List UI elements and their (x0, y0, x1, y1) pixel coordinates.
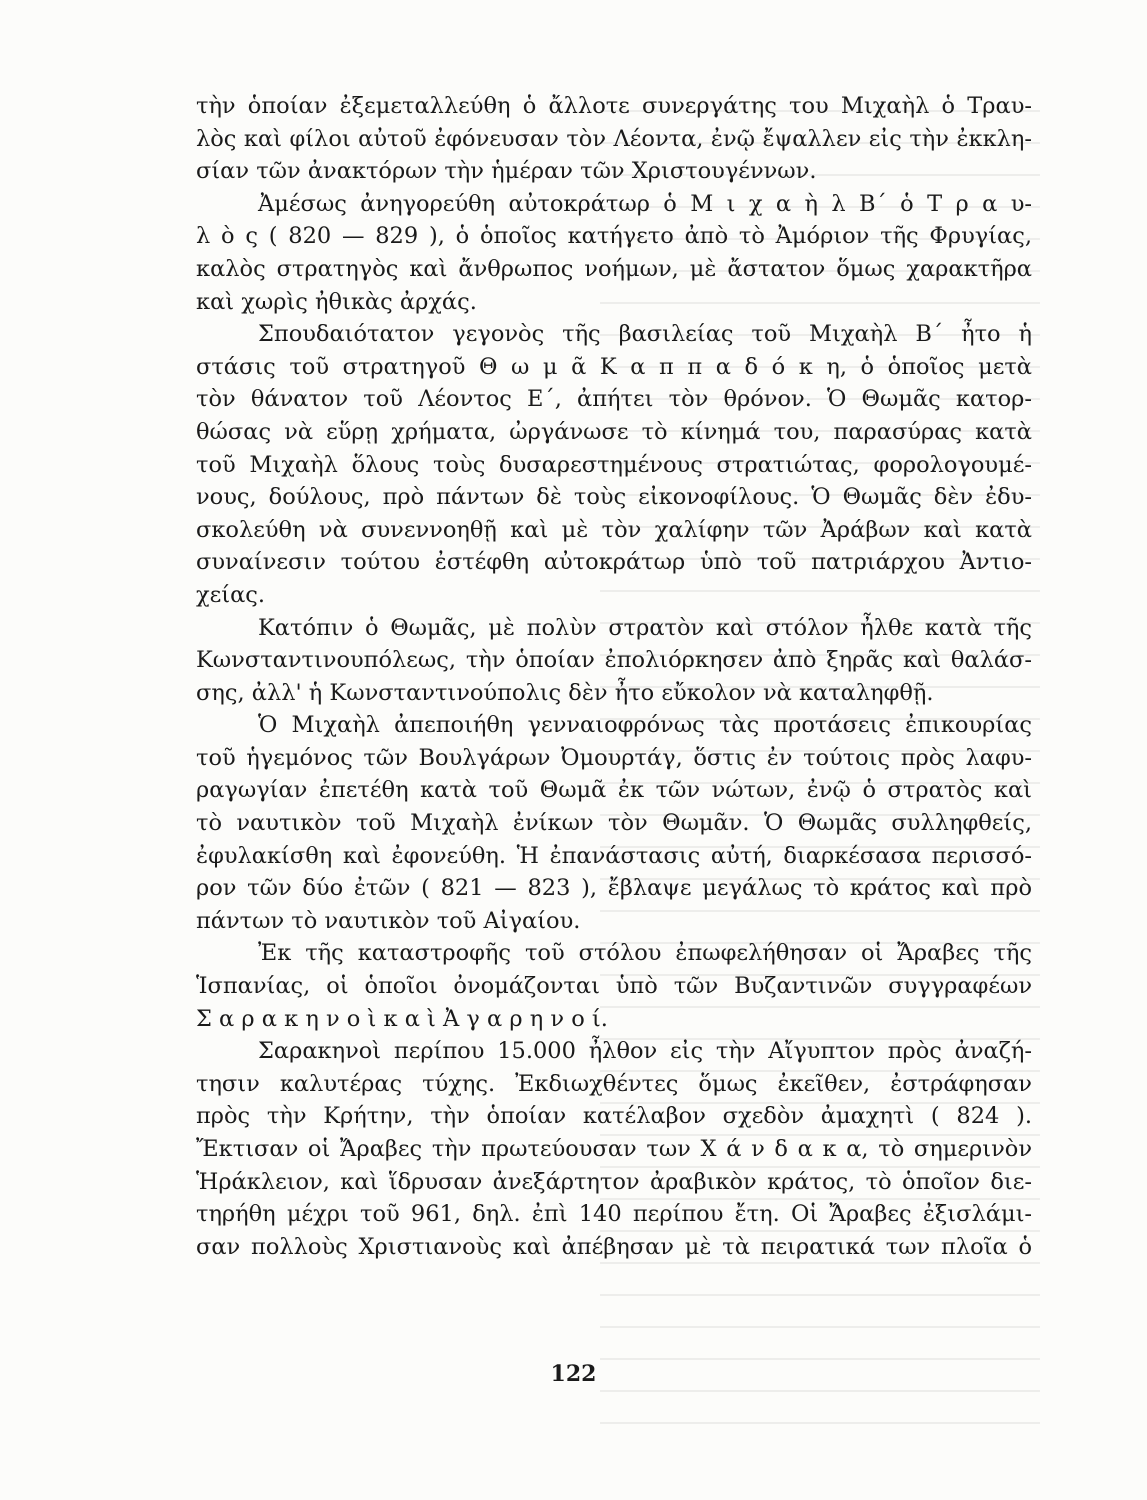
text-line: θώσας νὰ εὕρῃ χρήματα, ὠργάνωσε τὸ κίνημά του, παρασύρας κατὰ (196, 418, 1032, 445)
paragraph-start: Κατόπιν ὁ Θωμᾶς, μὲ πολὺν στρατὸν καὶ στόλον ἦλθε κατὰ τῆς (258, 614, 1032, 641)
text-line: ρον τῶν δύο ἐτῶν ( 821 — 823 ), ἔβλαψε μεγάλως τὸ κράτος καὶ πρὸ (196, 875, 1032, 902)
text-line: καὶ χωρὶς ἠθικὰς ἀρχάς. (196, 288, 477, 315)
text-line: σκολεύθη νὰ συνεννοηθῇ καὶ μὲ τὸν χαλίφην τῶν Ἀράβων καὶ κατὰ (196, 516, 1032, 543)
text-line: χείας. (196, 581, 266, 608)
body-text (196, 90, 1032, 1263)
text-line: ραγωγίαν ἐπετέθη κατὰ τοῦ Θωμᾶ ἐκ τῶν νώτων, ἐνῷ ὁ στρατὸς καὶ (196, 777, 1032, 804)
text-line: τησιν καλυτέρας τύχης. Ἐκδιωχθέντες ὅμως ἐκεῖθεν, ἐστράφησαν (196, 1070, 1032, 1097)
text-line: καλὸς στρατηγὸς καὶ ἄνθρωπος νοήμων, μὲ ἄστατον ὅμως χαρακτῆρα (196, 255, 1032, 282)
paragraph-start: Ἀμέσως ἀνηγορεύθη αὐτοκράτωρ ὁ Μ ι χ α ὴ λ Β΄ ὁ Τ ρ α υ- (258, 190, 1032, 217)
paragraph-start: Ἐκ τῆς καταστροφῆς τοῦ στόλου ἐπωφελήθησαν οἱ Ἄραβες τῆς (258, 940, 1032, 967)
text-line: νους, δούλους, πρὸ πάντων δὲ τοὺς εἰκονοφίλους. Ὁ Θωμᾶς δὲν ἐδυ- (196, 484, 1032, 511)
paragraph-start: Ὁ Μιχαὴλ ἀπεποιήθη γενναιοφρόνως τὰς προτάσεις ἐπικουρίας (258, 712, 1032, 739)
text-line: τοῦ ἡγεμόνος τῶν Βουλγάρων Ὀμουρτάγ, ὅστις ἐν τούτοις πρὸς λαφυ- (196, 744, 1032, 771)
text-line: τὸ ναυτικὸν τοῦ Μιχαὴλ ἐνίκων τὸν Θωμᾶν. Ὁ Θωμᾶς συλληφθείς, (196, 810, 1032, 837)
text-line: τοῦ Μιχαὴλ ὅλους τοὺς δυσαρεστημένους στρατιώτας, φορολογουμέ- (196, 451, 1032, 478)
text-line: συναίνεσιν τούτου ἐστέφθη αὐτοκράτωρ ὑπὸ τοῦ πατριάρχου Ἀντιο- (196, 549, 1032, 576)
paragraph-start: Σπουδαιότατον γεγονὸς τῆς βασιλείας τοῦ Μιχαὴλ Β΄ ἦτο ἡ (258, 321, 1032, 348)
text-line: ἐφυλακίσθη καὶ ἐφονεύθη. Ἡ ἐπανάστασις αὐτή, διαρκέσασα περισσό- (196, 842, 1032, 869)
text-line: λ ὸ ς ( 820 — 829 ), ὁ ὁποῖος κατήγετο ἀπὸ τὸ Ἀμόριον τῆς Φρυγίας, (196, 223, 1032, 250)
text-line: Ἡράκλειον, καὶ ἵδρυσαν ἀνεξάρτητον ἀραβικὸν κράτος, τὸ ὁποῖον διε- (196, 1168, 1032, 1195)
text-line: τὴν ὁποίαν ἐξεμεταλλεύθη ὁ ἄλλοτε συνεργάτης του Μιχαὴλ ὁ Τραυ- (196, 93, 1032, 119)
text-line: λὸς καὶ φίλοι αὐτοῦ ἐφόνευσαν τὸν Λέοντα, ἐνῷ ἔψαλλεν εἰς τὴν ἐκκλη- (196, 125, 1032, 152)
text-line: πάντων τὸ ναυτικὸν τοῦ Αἰγαίου. (196, 907, 581, 934)
text-line: Ἱσπανίας, οἱ ὁποῖοι ὀνομάζονται ὑπὸ τῶν Βυζαντινῶν συγγραφέων (196, 973, 1032, 1000)
text-line: τηρήθη μέχρι τοῦ 961, δηλ. ἐπὶ 140 περίπου ἔτη. Οἱ Ἄραβες ἐξισλάμι- (196, 1201, 1032, 1228)
text-line: σαν πολλοὺς Χριστιανοὺς καὶ ἀπέβησαν μὲ τὰ πειρατικά των πλοῖα ὁ (196, 1233, 1032, 1260)
text-line: Κωνσταντινουπόλεως, τὴν ὁποίαν ἐπολιόρκησεν ἀπὸ ξηρᾶς καὶ θαλάσ- (196, 647, 1032, 674)
text-line: Ἔκτισαν οἱ Ἄραβες τὴν πρωτεύουσαν των Χ ά ν δ α κ α, τὸ σημερινὸν (196, 1136, 1032, 1162)
text-line: τὸν θάνατον τοῦ Λέοντος Ε΄, ἀπήτει τὸν θρόνον. Ὁ Θωμᾶς κατορ- (196, 386, 1032, 413)
text-line: σης, ἀλλ' ἡ Κωνσταντινούπολις δὲν ἦτο εὔκολον νὰ καταληφθῇ. (196, 679, 934, 706)
text-line: Σ α ρ α κ η ν ο ὶ κ α ὶ Ἀ γ α ρ η ν ο ί. (196, 1005, 608, 1032)
text-line: στάσις τοῦ στρατηγοῦ Θ ω μ ᾶ Κ α π π α δ ό κ η, ὁ ὁποῖος μετὰ (196, 353, 1032, 380)
text-line: πρὸς τὴν Κρήτην, τὴν ὁποίαν κατέλαβον σχεδὸν ἀμαχητὶ ( 824 ). (196, 1103, 1032, 1130)
text-line: σίαν τῶν ἀνακτόρων τὴν ἡμέραν τῶν Χριστουγέννων. (196, 158, 817, 185)
page-number: 122 (550, 1361, 597, 1387)
paragraph-start: Σαρακηνοὶ περίπου 15.000 ἦλθον εἰς τὴν Αἴγυπτον πρὸς ἀναζή- (258, 1038, 1032, 1065)
